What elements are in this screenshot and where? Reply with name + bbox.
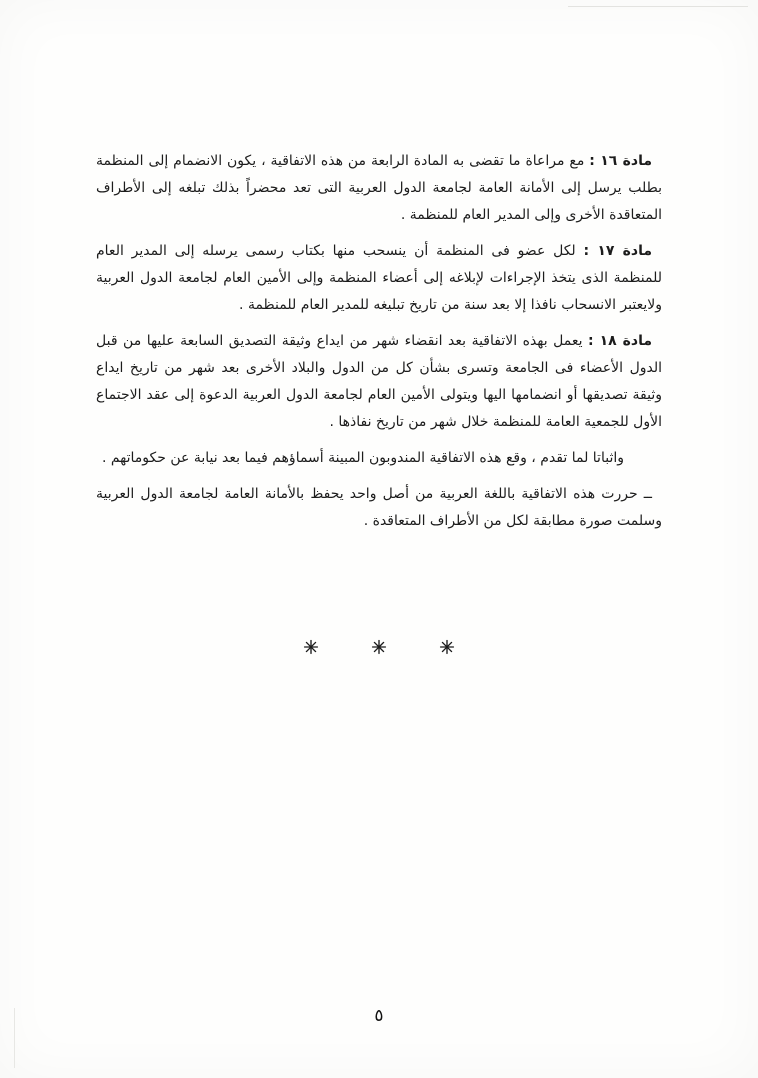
closing-paragraph-signatures: واثباتا لما تقدم ، وقع هذه الاتفاقية المندوبون المبينة أسماؤهم فيما بعد نيابة عن حكوماتهم . bbox=[101, 450, 624, 466]
article-16 bbox=[96, 148, 662, 229]
article-16-body: مع مراعاة ما تقضى به المادة الرابعة من هذه الاتفاقية ، يكون الانضمام إلى المنظمة بطلب يرسل إلى الأمانة العامة لجامعة الدول العربية التى تعد محضراً بذلك تبلغه إلى الأطراف المتعاقدة الأخرى وإلى المدير العام للمنظمة . bbox=[96, 153, 662, 223]
page-number: ٥ bbox=[374, 1006, 384, 1026]
body-text bbox=[96, 148, 662, 535]
section-separator bbox=[96, 639, 662, 655]
scan-artifact-top bbox=[568, 6, 748, 7]
article-17-body: لكل عضو فى المنظمة أن ينسحب منها بكتاب رسمى يرسله إلى المدير العام للمنظمة الذى يتخذ الإجراءات لإبلاغه إلى أعضاء المنظمة وإلى الأمين العام لجامعة الدول العربية ولايعتبر الانسحاب نافذا إلا بعد سنة من تاريخ تبليغه للمدير العام للمنظمة . bbox=[96, 243, 662, 313]
article-17 bbox=[96, 238, 662, 319]
asterisk-icon bbox=[371, 639, 387, 655]
asterisk-icon bbox=[303, 639, 319, 655]
article-18 bbox=[96, 328, 662, 436]
article-17-label: مادة ١٧ : bbox=[583, 243, 652, 259]
closing-paragraph-deposit: ــ حررت هذه الاتفاقية باللغة العربية من أصل واحد يحفظ بالأمانة العامة لجامعة الدول العربية وسلمت صورة مطابقة لكل من الأطراف المتعاقدة . bbox=[96, 486, 662, 529]
asterisk-icon bbox=[439, 639, 455, 655]
article-18-label: مادة ١٨ : bbox=[588, 333, 653, 349]
article-18-body: يعمل بهذه الاتفاقية بعد انقضاء شهر من ايداع وثيقة التصديق السابعة عليها من قبل الدول الأعضاء فى الجامعة وتسرى بشأن كل من الدول والبلاد الأخرى بعد شهر من تاريخ ايداع وثيقة تصديقها أو انضمامها اليها ويتولى الأمين العام لجامعة الدول العربية الدعوة إلى عقد الاجتماع الأول للجمعية العامة للمنظمة خلال شهر من تاريخ نفاذها . bbox=[96, 333, 662, 430]
article-16-label: مادة ١٦ : bbox=[589, 153, 652, 169]
